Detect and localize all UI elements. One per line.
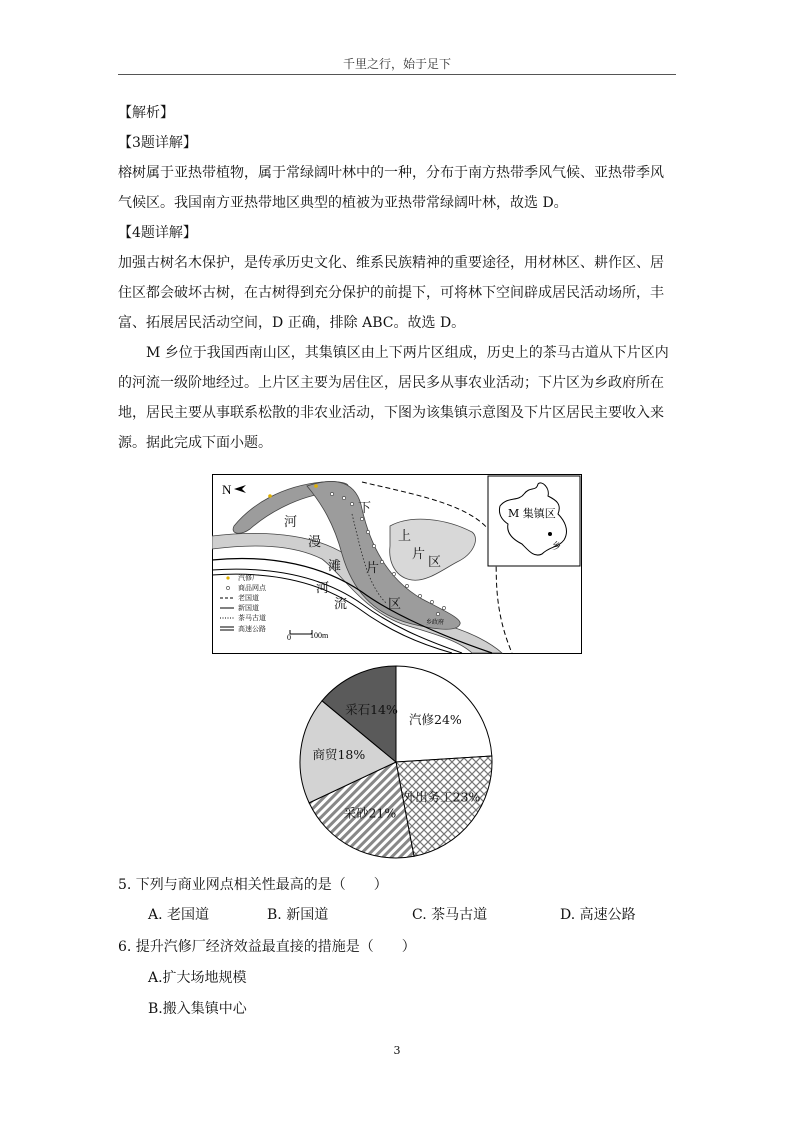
page-header-motto: 千里之行，始于足下 [342,57,451,71]
q5-option-d[interactable]: D. 高速公路 [560,907,636,923]
pie-label-2: 采砂21% [343,805,397,821]
legend-highway: 高速公路 [238,625,266,633]
pie-label-4: 采石14% [345,701,398,717]
legend-shop: 商品网点 [238,584,266,592]
map-label-liu: 流 [334,597,348,612]
legend-repair: 汽修厂 [238,574,259,582]
north-label: N [222,482,232,497]
passage-line3: 地，居民主要从事联系松散的非农业活动，下图为该集镇示意图及下片区居民主要收入来 [118,405,664,421]
map-label-pian: 片 [366,561,380,576]
passage-line1: M 乡位于我国西南山区，其集镇区由上下两片区组成，历史上的茶马古道从下片区内 [146,345,669,361]
inset-label: M 集镇区 [508,507,556,520]
q4-line1: 加强古树名木保护，是传承历史文化、维系民族精神的重要途径，用材林区、耕作区、居 [118,255,664,271]
analysis-block [118,98,678,458]
q5-option-b[interactable]: B. 新国道 [267,907,329,923]
passage-line4: 源。据此完成下面小题。 [118,435,272,451]
map-label-man: 漫 [308,535,322,550]
q4-line3: 富、拓展居民活动空间，D 正确，排除 ABC。故选 D。 [118,315,466,331]
map-label-qu: 区 [388,597,402,612]
q3-line2: 气候区。我国南方亚热带地区典型的植被为亚热带常绿阔叶林，故选 D。 [118,195,568,211]
map-label-shang: 上 [398,529,412,544]
map-label-he2: 河 [316,581,330,596]
q6-option-a[interactable]: A.扩大场地规模 [148,970,247,986]
legend-new-road: 新国道 [238,604,259,612]
header-divider [118,74,676,75]
scale-text: 100m [310,631,329,640]
passage-line2: 的河流一级阶地经过。上片区主要为居住区，居民多从事农业活动；下片区为乡政府所在 [118,375,664,391]
pie-label-1: 外出务工23% [402,789,481,805]
map-label-gov: 乡政府 [426,619,445,626]
pie-label-0: 汽修24% [409,712,462,728]
map-label-pian2: 片 [412,547,426,562]
q3-label: 【3题详解】 [118,135,197,151]
pie-label-3: 商贸18% [312,746,366,762]
map-label-tan: 滩 [328,559,342,574]
map-label-he: 河 [284,515,298,530]
q5-stem: 5. 下列与商业网点相关性最高的是（ ） [118,877,388,893]
analysis-label: 【解析】 [118,105,174,121]
legend-old-road: 老国道 [238,594,259,602]
map-label-xia: 下 [358,501,372,516]
scale-zero: 0 [287,633,291,642]
inset-xiang: 乡 [552,542,562,552]
q5-option-c[interactable]: C. 茶马古道 [412,907,488,923]
q4-label: 【4题详解】 [118,225,197,241]
income-pie-chart [296,662,496,862]
q6-stem: 6. 提升汽修厂经济效益最直接的措施是（ ） [118,939,416,955]
q4-line2: 住区都会破坏古树，在古树得到充分保护的前提下，可将林下空间辟成居民活动场所，丰 [118,285,664,301]
legend-tea-road: 茶马古道 [238,614,266,622]
q5-option-a[interactable]: A. 老国道 [148,907,210,923]
page-number: 3 [393,1044,401,1057]
town-map [212,474,582,654]
q6-option-b[interactable]: B.搬入集镇中心 [148,1001,247,1017]
q3-line1: 榕树属于亚热带植物，属于常绿阔叶林中的一种，分布于南方热带季风气候、亚热带季风 [118,165,664,181]
map-label-qu2: 区 [428,555,442,570]
